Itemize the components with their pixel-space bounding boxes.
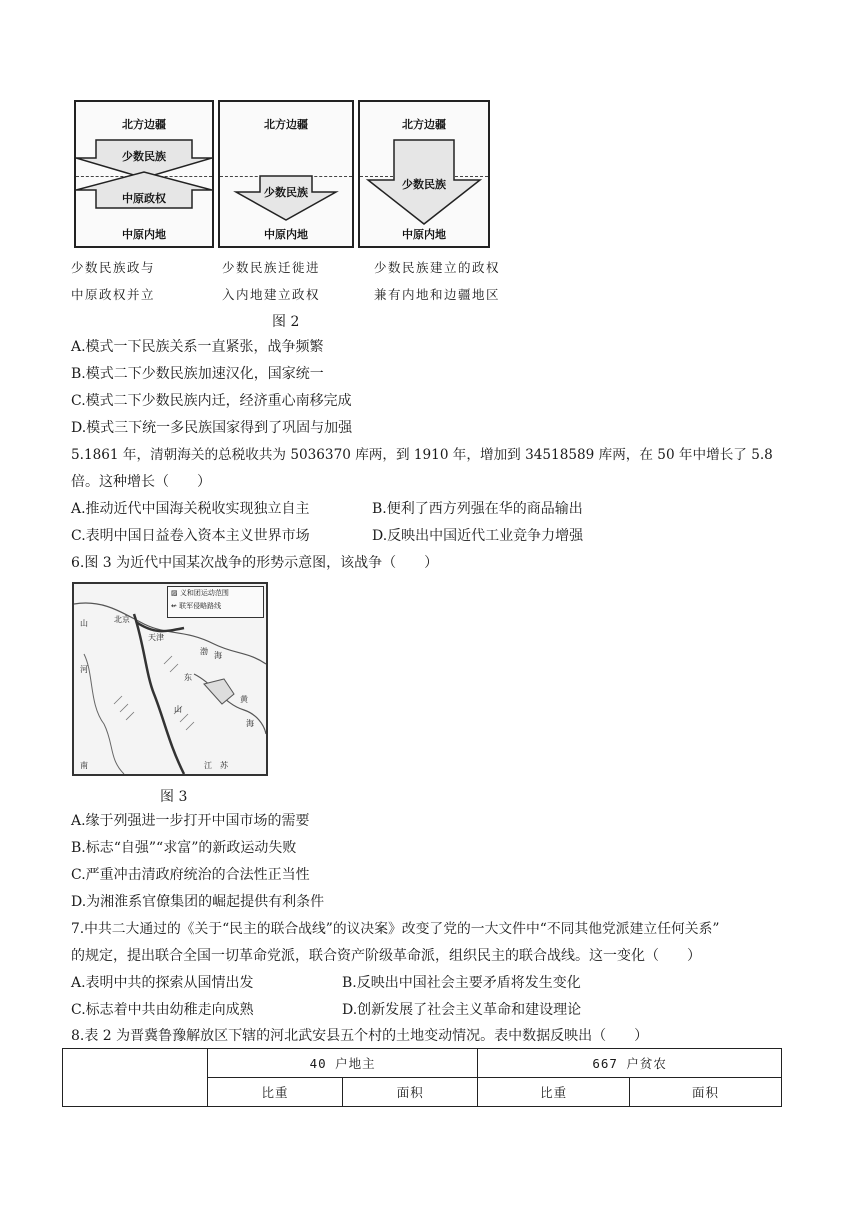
map-legend bbox=[167, 586, 264, 618]
subheader-area-2: 面积 bbox=[630, 1078, 782, 1107]
map-label-tianjin: 天津 bbox=[148, 633, 164, 642]
q6-option-d: D.为湘淮系官僚集团的崛起提供有利条件 bbox=[71, 894, 325, 910]
arrow-label: 少数民族 bbox=[264, 186, 308, 199]
panel-3-caption-line2: 兼有内地和边疆地区 bbox=[374, 287, 501, 302]
table-corner-cell bbox=[63, 1049, 208, 1107]
figure2-panel-1 bbox=[74, 100, 214, 248]
map-label-su: 苏 bbox=[220, 761, 228, 770]
panel-bottom-label: 中原内地 bbox=[264, 228, 308, 241]
q6-option-c: C.严重冲击清政府统治的合法性正当性 bbox=[71, 867, 310, 883]
q4-option-b: B.模式二下少数民族加速汉化，国家统一 bbox=[71, 366, 324, 382]
panel-1-caption-line2: 中原政权并立 bbox=[71, 287, 156, 302]
table-header-row bbox=[63, 1049, 782, 1078]
q7-option-b: B.反映出中国社会主要矛盾将发生变化 bbox=[342, 975, 581, 991]
q7-option-c: C.标志着中共由幼稚走向成熟 bbox=[71, 1002, 254, 1018]
panel-bottom-label: 中原内地 bbox=[122, 228, 166, 241]
figure2-panel-2 bbox=[218, 100, 354, 248]
map-label-shan2: 山 bbox=[174, 705, 182, 714]
legend-item-1: ▨ 义和团运动范围 bbox=[171, 589, 229, 597]
panel-2-caption-line2: 入内地建立政权 bbox=[222, 287, 321, 302]
map-label-beijing: 北京 bbox=[114, 615, 130, 624]
map-label-huang: 黄 bbox=[240, 695, 248, 704]
table-2 bbox=[62, 1048, 782, 1107]
subheader-proportion-1: 比重 bbox=[208, 1078, 343, 1107]
map-label-hai: 海 bbox=[246, 719, 254, 728]
q4-option-d: D.模式三下统一多民族国家得到了巩固与加强 bbox=[71, 420, 353, 436]
q5-stem-line1: 5.1861 年，清朝海关的总税收共为 5036370 库两，到 1910 年，增加到 34518589 库两，在 50 年中增长了 5.8 bbox=[71, 447, 773, 463]
q8-stem: 8.表 2 为晋冀鲁豫解放区下辖的河北武安县五个村的土地变动情况。表中数据反映出（ ） bbox=[71, 1028, 649, 1044]
q6-option-b: B.标志“自强”“求富”的新政运动失败 bbox=[71, 840, 297, 856]
map-label-jiang: 江 bbox=[204, 761, 212, 770]
panel-3-caption-line1: 少数民族建立的政权 bbox=[374, 260, 501, 275]
panel-2-caption-line1: 少数民族迁徙进 bbox=[222, 260, 321, 275]
subheader-proportion-2: 比重 bbox=[478, 1078, 630, 1107]
q4-option-a: A.模式一下民族关系一直紧张，战争频繁 bbox=[71, 339, 324, 355]
q7-stem-line1: 7.中共二大通过的《关于“民主的联合战线”的议决案》改变了党的一大文件中“不同其他党派建立任何关系” bbox=[71, 921, 720, 937]
legend-label-1: 义和团运动范围 bbox=[179, 589, 229, 597]
figure2-panel-3 bbox=[358, 100, 490, 248]
figure-2-title: 图 2 bbox=[272, 314, 300, 330]
map-label-shan: 山 bbox=[80, 619, 88, 628]
header-landlords: 40 户地主 bbox=[208, 1049, 478, 1078]
subheader-area-1: 面积 bbox=[343, 1078, 478, 1107]
panel-bottom-label: 中原内地 bbox=[402, 228, 446, 241]
map-label-bo: 渤 bbox=[200, 647, 208, 656]
arrow-label-central: 中原政权 bbox=[122, 192, 166, 205]
figure-3-map bbox=[72, 582, 268, 776]
map-label-nan: 南 bbox=[80, 761, 88, 770]
legend-item-2: ↚ 联军侵略路线 bbox=[171, 602, 222, 610]
q7-stem-line2: 的规定，提出联合全国一切革命党派，联合资产阶级革命派，组织民主的联合战线。这一变化（ ） bbox=[71, 948, 701, 964]
panel-1-caption-line1: 少数民族政与 bbox=[71, 260, 156, 275]
q6-option-a: A.缘于列强进一步打开中国市场的需要 bbox=[71, 813, 310, 829]
header-poor-peasants: 667 户贫农 bbox=[478, 1049, 782, 1078]
map-label-dong: 东 bbox=[184, 673, 192, 682]
q6-stem: 6.图 3 为近代中国某次战争的形势示意图，该战争（ ） bbox=[71, 555, 439, 571]
panel-top-label: 北方边疆 bbox=[402, 118, 446, 131]
q5-option-b: B.便利了西方列强在华的商品输出 bbox=[372, 501, 583, 517]
arrow-label: 少数民族 bbox=[402, 178, 446, 191]
panel-top-label: 北方边疆 bbox=[122, 118, 166, 131]
q5-option-c: C.表明中国日益卷入资本主义世界市场 bbox=[71, 528, 310, 544]
q5-option-d: D.反映出中国近代工业竞争力增强 bbox=[372, 528, 584, 544]
figure-3-title: 图 3 bbox=[160, 789, 188, 805]
q5-option-a: A.推动近代中国海关税收实现独立自主 bbox=[71, 501, 310, 517]
q7-option-d: D.创新发展了社会主义革命和建设理论 bbox=[342, 1002, 582, 1018]
q4-option-c: C.模式二下少数民族内迁，经济重心南移完成 bbox=[71, 393, 352, 409]
legend-label-2: 联军侵略路线 bbox=[179, 602, 222, 610]
panel-top-label: 北方边疆 bbox=[264, 118, 308, 131]
q5-stem-line2: 倍。这种增长（ ） bbox=[71, 474, 211, 490]
map-label-he: 河 bbox=[80, 665, 88, 674]
q7-option-a: A.表明中共的探索从国情出发 bbox=[71, 975, 254, 991]
arrow-label-minority: 少数民族 bbox=[122, 150, 166, 163]
map-label-hai2: 海 bbox=[214, 651, 222, 660]
